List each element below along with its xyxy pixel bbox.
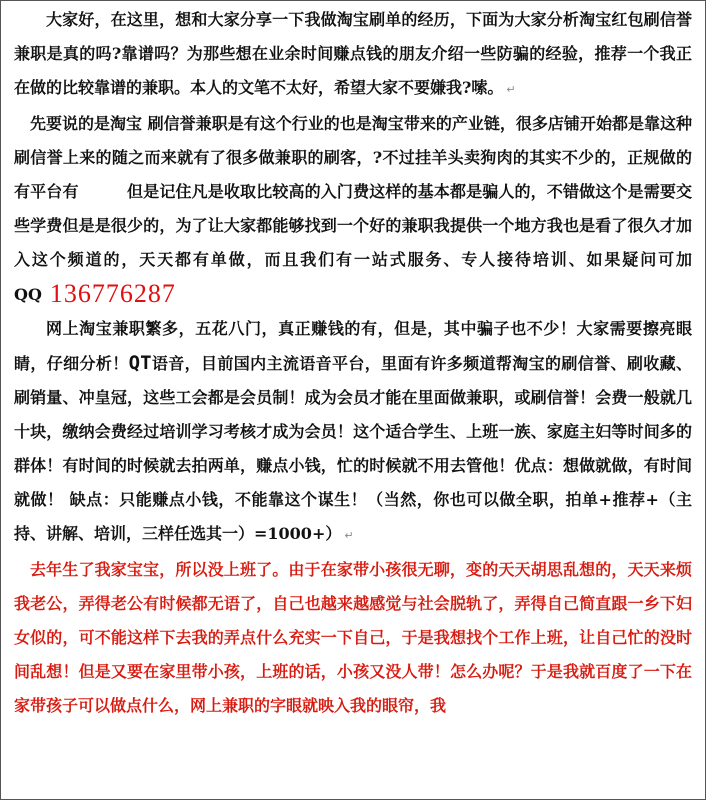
paragraph-industry <box>14 107 698 312</box>
paragraph-mark-icon: ↵ <box>344 529 354 542</box>
analysis-text-start: 网上淘宝兼职繁多，五花八门，真正赚钱的有，但是，其中骗子也不少！大家需要擦亮眼睛，仔细分析！ <box>14 319 692 373</box>
industry-text: 先要说的是淘宝 刷信誉兼职是有这个行业的也是淘宝带来的产业链，很多店铺开始都是靠这种刷信誉上来的随之而来就有了很多做兼职的刷客，?不过挂羊头卖狗肉的其实不少的，正规做的有平台有 但是记住凡是收取比较高的入门费这样的基本都是骗人的，不错做这个是需要交些学费但是是很少的，为了让大家都能够找到一个好的兼职我提供一个地方我也是看了很久才加入这个频道的，天天都有单做，而且我们有一站式服务、专人接待培训、如果疑问可加 QQ <box>14 114 698 304</box>
story-text: 去年生了我家宝宝，所以没上班了。由于在家带小孩很无聊，变的天天胡思乱想的，天天来烦我老公，弄得老公有时候都无语了，自己也越来越感觉与社会脱轨了，弄得自己简直跟一乡下妇女似的，可不能这样下去我的弄点什么充实一下自己，于是我想找个工作上班，让自己忙的没时间乱想！但是又要在家里带小孩，上班的话，小孩又没人带！怎么办呢？于是我就百度了一下在家带孩子可以做点什么，网上兼职的字眼就映入我的眼帘，我 <box>14 560 692 715</box>
paragraph-story <box>14 553 692 723</box>
qt-label: QT <box>128 352 152 374</box>
paragraph-analysis <box>14 312 692 553</box>
paragraph-intro <box>14 3 692 107</box>
intro-text: 大家好，在这里，想和大家分享一下我做淘宝刷单的经历，下面为大家分析淘宝红包刷信誉兼职是真的吗?靠谱吗？为那些想在业余时间赚点钱的朋友介绍一些防骗的经验，推荐一个我正在做的比较靠谱的兼职。本人的文笔不太好，希望大家不要嫌我?嗦。 <box>14 10 692 97</box>
paragraph-mark-icon: ↵ <box>506 83 516 96</box>
qq-number: 136776287 <box>49 279 176 308</box>
analysis-text-rest: 语音，目前国内主流语音平台，里面有许多频道帮淘宝的刷信誉、刷收藏、刷销量、冲皇冠，这些工会都是会员制！成为会员才能在里面做兼职，或刷信誉！会费一般就几十块，缴纳会费经过培训学习考核才成为会员！这个适合学生、上班一族、家庭主妇等时间多的群体！有时间的时候就去拍两单，赚点小钱，忙的时候就不用去管他！优点：想做就做，有时间就做！ 缺点：只能赚点小钱，不能靠这个谋生！（当然，你也可以做全职，拍单+推荐+（主持、讲解、培训，三样任选其一）=1000+） <box>14 354 692 543</box>
document-body <box>14 3 698 723</box>
